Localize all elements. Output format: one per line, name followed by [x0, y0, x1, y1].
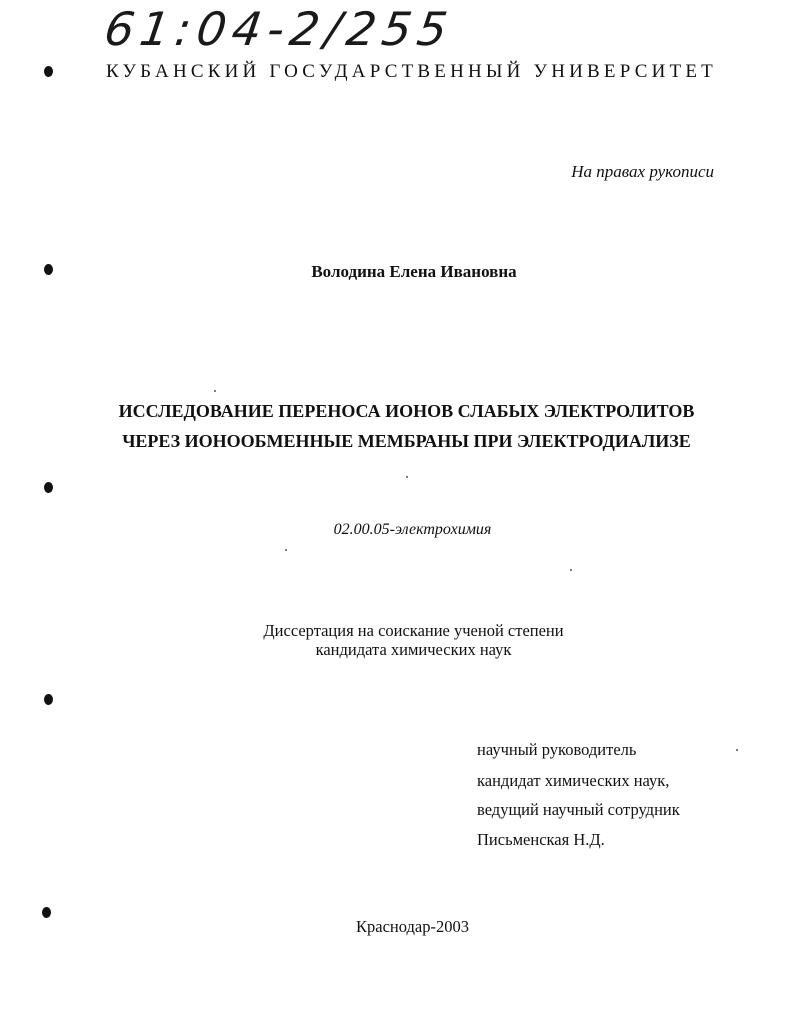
scan-speck: [214, 390, 216, 392]
university-name: КУБАНСКИЙ ГОСУДАРСТВЕННЫЙ УНИВЕРСИТЕТ: [106, 61, 717, 82]
degree-line-1: Диссертация на соискание ученой степени: [263, 621, 564, 640]
dissertation-title-line-1: ИССЛЕДОВАНИЕ ПЕРЕНОСА ИОНОВ СЛАБЫХ ЭЛЕКТРОЛИТОВ: [118, 401, 695, 421]
punch-hole-mark: [44, 482, 53, 493]
scan-speck: [736, 749, 738, 751]
supervisor-position: ведущий научный сотрудник: [477, 800, 680, 819]
manuscript-rights-note: На правах рукописи: [571, 162, 714, 181]
archive-code-handwritten: 61:04-2/255: [101, 2, 457, 56]
scan-speck: [285, 549, 287, 551]
supervisor-degree: кандидат химических наук,: [477, 771, 670, 790]
author-name: Володина Елена Ивановна: [311, 262, 517, 281]
supervisor-name: Письменская Н.Д.: [477, 830, 605, 849]
city-year: Краснодар-2003: [356, 917, 469, 936]
specialty-code: 02.00.05-электрохимия: [333, 521, 492, 538]
scan-speck: [406, 476, 408, 478]
degree-line-2: кандидата химических наук: [315, 640, 512, 659]
scan-speck: [570, 569, 572, 571]
punch-hole-mark: [44, 694, 53, 705]
supervisor-role: научный руководитель: [477, 740, 637, 759]
dissertation-title-line-2: ЧЕРЕЗ ИОНООБМЕННЫЕ МЕМБРАНЫ ПРИ ЭЛЕКТРОДИАЛИЗЕ: [122, 431, 691, 451]
